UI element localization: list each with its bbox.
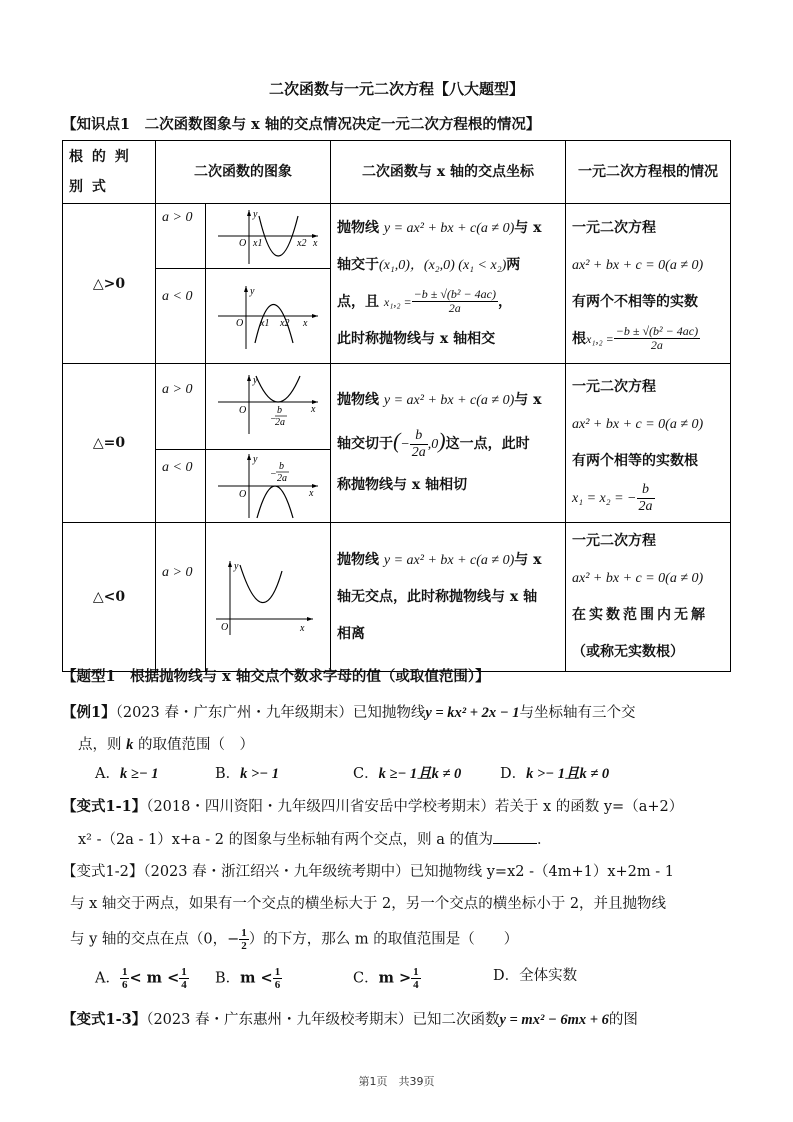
- text: 抛物线: [337, 551, 379, 568]
- roots-cell: [566, 523, 731, 672]
- option-math: m <: [240, 969, 273, 987]
- numerator: −b ± √(b² − 4ac): [615, 323, 699, 338]
- x-axis-arrow-icon: [307, 617, 313, 621]
- text: 点，则: [78, 737, 122, 753]
- question-type-heading: 【题型1 根据抛物线与 x 轴交点个数求字母的值（或取值范围）】: [62, 668, 490, 685]
- text: 在实数范围内无解: [572, 607, 708, 623]
- numerator: 1: [181, 966, 187, 978]
- graph-cell: [206, 269, 331, 364]
- option-d[interactable]: [493, 966, 577, 986]
- table-row: [63, 204, 731, 269]
- x1-label: x1: [260, 318, 270, 329]
- option-b[interactable]: [215, 764, 279, 784]
- text: 与 x: [514, 551, 542, 568]
- y-label: y: [234, 561, 239, 572]
- numerator: b: [637, 482, 655, 498]
- text: ，: [497, 293, 512, 310]
- numerator: 1: [121, 966, 128, 978]
- text: 相离: [337, 625, 365, 642]
- vertex-sign: −: [270, 413, 277, 425]
- parabola-up-no-roots-graph: [213, 557, 323, 637]
- equation: ax² + bx + c = 0(a ≠ 0): [572, 257, 704, 273]
- table-row: [63, 523, 731, 672]
- text: 一元二次方程: [572, 533, 656, 549]
- text: 一元二次方程: [572, 219, 656, 236]
- text: （2023 春・广东惠州・九年级校考期末）已知二次函数: [146, 1012, 500, 1028]
- intersection-cell: [331, 364, 566, 523]
- option-a[interactable]: [95, 764, 158, 784]
- text: ．: [537, 832, 552, 848]
- header-intersection: 二次函数与 x 轴的交点坐标: [331, 141, 566, 204]
- roots-cell: [566, 364, 731, 523]
- discriminant-cell: △<0: [63, 523, 156, 672]
- option-text: 全体实数: [519, 968, 578, 984]
- x1-label: x1: [253, 238, 263, 249]
- option-d[interactable]: [500, 764, 609, 784]
- denominator: 2: [241, 940, 247, 953]
- fraction: [273, 966, 283, 991]
- intersection-cell: [331, 523, 566, 672]
- origin-label: O: [236, 318, 244, 329]
- text: 轴交于: [337, 256, 379, 273]
- origin-label: O: [239, 489, 247, 500]
- equation: ax² + bx + c = 0(a ≠ 0): [572, 417, 704, 432]
- numerator: 1: [241, 927, 247, 939]
- example-1-line2: [78, 735, 254, 755]
- y-axis-arrow-icon: [247, 375, 251, 381]
- option-label: A．: [95, 766, 120, 782]
- text: 有两个不相等的实数: [572, 293, 698, 310]
- variant-tag: 【变式1-1】: [62, 798, 147, 815]
- equation: y = ax² + bx + c(a ≠ 0): [383, 393, 515, 408]
- graph-cell: [206, 204, 331, 269]
- equation: y = ax² + bx + c(a ≠ 0): [383, 552, 515, 568]
- numerator: 1: [274, 966, 281, 978]
- paren: (: [393, 428, 401, 453]
- x2-label: x2: [280, 318, 290, 329]
- text: （2018・四川资阳・九年级四川省安岳中学校考期末）若关于 x 的函数 y=（a+2）: [146, 799, 684, 815]
- tangent-point-fraction: [410, 428, 428, 460]
- y-label: y: [253, 454, 258, 465]
- discriminant-cell: △>0: [63, 204, 156, 364]
- y-label: y: [253, 374, 258, 386]
- denominator: 2a: [638, 498, 653, 514]
- parabola-curve: [257, 486, 293, 518]
- example-1-line1: [62, 703, 635, 723]
- x-label: x: [303, 318, 308, 329]
- intersection-cell: [331, 204, 566, 364]
- origin-label: O: [239, 404, 247, 416]
- text: 根: [572, 330, 586, 347]
- text: 一元二次方程: [572, 379, 656, 395]
- document-title: 二次函数与一元二次方程【八大题型】: [268, 80, 524, 98]
- numerator: b: [410, 428, 428, 444]
- knowledge-point-heading: 【知识点1 二次函数图象与 x 轴的交点情况决定一元二次方程根的情况】: [62, 116, 541, 133]
- text: 与 x: [514, 392, 542, 408]
- root-formula: [412, 288, 498, 315]
- option-c[interactable]: [353, 966, 421, 991]
- variant-tag: 【变式1-3】: [62, 1011, 147, 1028]
- text: 轴交切于: [337, 436, 393, 452]
- formula: y = kx² + 2x − 1: [425, 705, 520, 721]
- vertex-numerator: b: [277, 404, 282, 416]
- denominator: 2a: [650, 338, 663, 352]
- fraction: [179, 966, 189, 991]
- option-c[interactable]: [353, 764, 461, 784]
- equation: y = ax² + bx + c(a ≠ 0): [383, 220, 515, 236]
- option-math: k >− 1: [240, 766, 279, 782]
- denominator: 2a: [411, 444, 426, 460]
- parabola-curve: [240, 565, 282, 603]
- answer-blank[interactable]: [493, 829, 537, 844]
- condition-cell: a < 0: [156, 269, 206, 364]
- condition-cell: a < 0: [156, 450, 206, 523]
- option-math: k ≥− 1且k ≠ 0: [378, 766, 462, 782]
- parabola-down-tangent-graph: [213, 452, 323, 520]
- parabola-up-tangent-graph: [213, 372, 323, 442]
- text: 两: [506, 256, 521, 273]
- denominator: 6: [274, 979, 281, 992]
- vertex-denominator: 2a: [277, 473, 287, 484]
- graph-cell: [206, 523, 331, 672]
- option-label: D．: [500, 766, 527, 782]
- equation: x₁,₂ =: [383, 294, 412, 309]
- parabola-curve: [256, 376, 300, 402]
- variant-1-3-line1: [62, 1010, 638, 1030]
- text: （2023 春・浙江绍兴・九年级统考期中）已知抛物线 y=x2 -（4m+1）x+2m - 1: [143, 864, 674, 880]
- text: 与坐标轴有三个交: [519, 705, 636, 721]
- root-formula: [614, 325, 700, 352]
- text: 的图: [608, 1012, 638, 1028]
- y-label: y: [250, 286, 255, 297]
- equation: ,0: [427, 437, 439, 452]
- vertex-denominator: 2a: [275, 416, 285, 428]
- y-axis-arrow-icon: [244, 286, 248, 292]
- origin-label: O: [239, 238, 247, 249]
- variant-1-2-line3: [70, 927, 518, 952]
- y-label: y: [253, 209, 258, 220]
- variant-1-2-line1: [62, 862, 674, 882]
- equation: ax² + bx + c = 0(a ≠ 0): [572, 571, 704, 586]
- x2-label: x2: [297, 238, 307, 249]
- condition-cell: a > 0: [156, 204, 206, 269]
- option-math: k ≥− 1: [119, 766, 159, 782]
- text: 抛物线: [337, 392, 379, 408]
- formula: y = mx² − 6mx + 6: [499, 1012, 609, 1028]
- x-label: x: [311, 403, 316, 415]
- text: （或称无实数根）: [572, 644, 684, 660]
- x-axis-arrow-icon: [312, 314, 318, 318]
- vertex-numerator: b: [279, 461, 284, 472]
- equation: (x₁,0)，(x₂,0) (x₁ < x₂): [379, 257, 507, 273]
- text: 有两个相等的实数根: [572, 453, 698, 469]
- option-label: B．: [215, 970, 241, 987]
- text: 与 x: [514, 219, 542, 236]
- option-label: B．: [215, 766, 241, 782]
- condition-cell: a > 0: [156, 364, 206, 450]
- text: 抛物线: [337, 219, 379, 236]
- denominator: 4: [413, 979, 419, 992]
- option-label: A．: [95, 970, 120, 987]
- denominator: 4: [181, 979, 187, 992]
- option-b[interactable]: [215, 966, 282, 991]
- graph-cell: [206, 364, 331, 450]
- condition-cell: a > 0: [156, 523, 206, 672]
- origin-label: O: [221, 622, 229, 633]
- variant-1-1-line1: [62, 797, 683, 817]
- parabola-up-two-roots-graph: [213, 206, 323, 266]
- roots-cell: [566, 204, 731, 364]
- page-footer: 第1页 共39页: [358, 1075, 435, 1088]
- option-label: C．: [353, 970, 379, 987]
- root-fraction: [637, 482, 655, 514]
- x-label: x: [300, 623, 305, 634]
- text: 这一点，此时: [445, 436, 530, 452]
- variable: k: [126, 737, 134, 753]
- numerator: −b ± √(b² − 4ac): [413, 286, 496, 301]
- equation: x₁ = x₂ = −: [572, 491, 637, 506]
- denominator: 6: [121, 979, 128, 992]
- variant-1-2-line2: 与 x 轴交于两点，如果有一个交点的横坐标大于 2，另一个交点的横坐标小于 2，并且抛物线: [70, 896, 667, 912]
- example-tag: 【例1】: [62, 704, 116, 721]
- knowledge-table: [62, 140, 731, 672]
- table-row: [63, 364, 731, 450]
- y-axis-arrow-icon: [247, 210, 251, 216]
- sign: −: [400, 437, 410, 452]
- paren: ): [438, 428, 446, 453]
- option-math: m >: [378, 969, 412, 987]
- header-graph: 二次函数的图象: [156, 141, 331, 204]
- y-axis-arrow-icon: [228, 561, 232, 567]
- fraction: [411, 966, 421, 991]
- fraction: [239, 927, 249, 952]
- variant-1-1-line2: [78, 829, 552, 850]
- x-label: x: [309, 488, 314, 499]
- variant-tag: 【变式1-2】: [62, 864, 144, 880]
- header-roots: 一元二次方程根的情况: [566, 141, 731, 204]
- text: x² -（2a - 1）x+a - 2 的图象与坐标轴有两个交点，则 a 的值为: [78, 832, 493, 848]
- numerator: 1: [413, 966, 419, 978]
- text: 点，且: [337, 293, 379, 310]
- vertex-sign: −: [270, 469, 277, 480]
- graph-cell: [206, 450, 331, 523]
- x-label: x: [313, 238, 318, 249]
- option-math: k >− 1且k ≠ 0: [526, 766, 610, 782]
- text: （2023 春・广东广州・九年级期末）已知抛物线: [115, 705, 426, 721]
- parabola-down-two-roots-graph: [213, 281, 323, 351]
- y-axis-arrow-icon: [247, 454, 251, 460]
- table-header-row: [63, 141, 731, 204]
- text: 此时称抛物线与 x 轴相交: [337, 330, 496, 347]
- equation: x₁,₂ =: [586, 331, 614, 346]
- option-label: D．: [493, 968, 520, 984]
- discriminant-cell: △=0: [63, 364, 156, 523]
- denominator: 2a: [448, 301, 461, 315]
- header-discriminant: 根 的 判 别 式: [63, 141, 156, 204]
- option-math: < m <: [129, 969, 180, 987]
- text: 的取值范围（ ）: [137, 737, 254, 753]
- option-label: C．: [353, 766, 379, 782]
- text: ）的下方，那么 m 的取值范围是（ ）: [248, 931, 519, 948]
- text: 轴无交点，此时称抛物线与 x 轴: [337, 588, 538, 605]
- option-a[interactable]: [95, 966, 189, 991]
- text: 称抛物线与 x 轴相切: [337, 477, 468, 493]
- text: 与 y 轴的交点在点（0，−: [70, 931, 240, 948]
